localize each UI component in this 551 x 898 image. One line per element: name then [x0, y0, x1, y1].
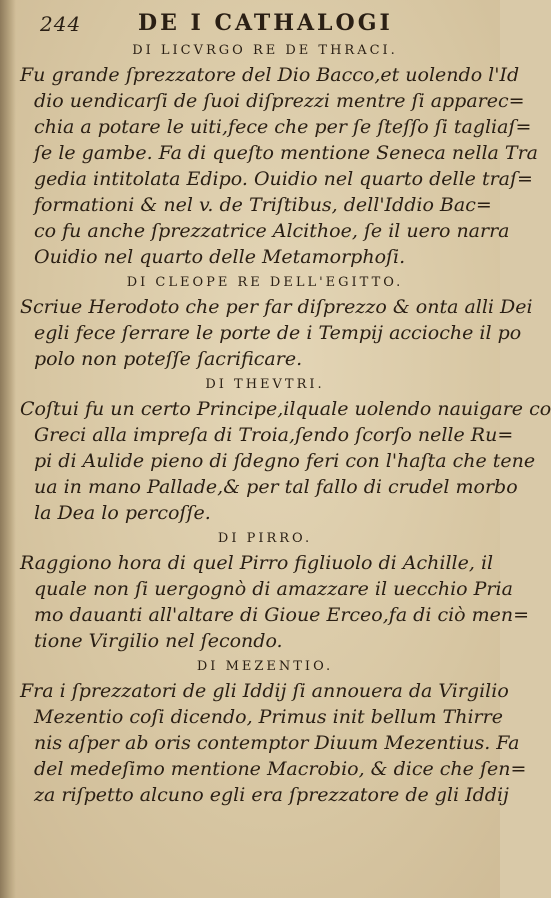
text-line: egli fece ſerrare le porte de i Tempij accioche il po — [34, 322, 522, 344]
text-line: Fu grande ſprezzatore del Dio Bacco,et uolendo l'Id — [20, 64, 520, 86]
text-line: Raggiono hora di quel Pirro figliuolo di Achille, il — [20, 552, 494, 574]
text-line: Fra i ſprezzatori de gli Iddij ſi annouera da Virgilio — [20, 680, 509, 702]
text-line: co fu anche ſprezzatrice Alcithoe, ſe il uero narra — [34, 220, 510, 242]
section-heading: DI PIRRO. — [217, 531, 313, 546]
text-line: mo dauanti all'altare di Gioue Erceo,fa di ciò men= — [34, 604, 530, 626]
text-line: del medeſimo mentione Macrobio, & dice che ſen= — [34, 758, 527, 780]
text-line: za riſpetto alcuno egli era ſprezzatore de gli Iddij — [34, 784, 509, 806]
page-gutter-shadow — [0, 0, 16, 898]
text-line: quale non ſi uergognò di amazzare il uecchio Pria — [34, 578, 513, 600]
text-line: la Dea lo percoſſe. — [34, 502, 211, 524]
text-line: tione Virgilio nel ſecondo. — [34, 630, 283, 652]
section-theutri — [20, 374, 551, 526]
text-body — [20, 40, 551, 808]
text-line: gedia intitolata Edipo. Ouidio nel quarto delle traſ= — [34, 168, 533, 190]
text-line: ſe le gambe. Fa di queſto mentione Seneca nella Tra — [34, 142, 539, 164]
text-line: dio uendicarſi de ſuoi diſprezzi mentre ſi apparec= — [34, 90, 525, 112]
text-line: Coſtui fu un certo Principe,ilquale uolendo nauigare co — [20, 398, 551, 420]
text-line: Mezentio coſi dicendo, Primus init bellum Thirre — [34, 706, 503, 728]
page-number: 244 — [40, 12, 82, 36]
running-title: DE I CATHALOGI — [138, 10, 393, 36]
running-head — [40, 8, 480, 42]
section-licurgo — [20, 40, 539, 270]
text-line: nis aſper ab oris contemptor Diuum Mezentius. Fa — [34, 732, 520, 754]
section-heading: DI THEVTRI. — [205, 377, 325, 392]
text-line: Greci alla impreſa di Troia,ſendo ſcorſo nelle Ru= — [34, 424, 514, 446]
section-heading: DI CLEOPE RE DELL'EGITTO. — [126, 275, 404, 290]
section-cleope — [20, 272, 533, 372]
text-line: pi di Aulide pieno di ſdegno feri con l'haſta che tene — [34, 450, 536, 472]
text-line: formationi & nel v. de Triſtibus, dell'Iddio Bac= — [34, 194, 492, 216]
text-line: chia a potare le uiti,fece che per ſe ſteſſo ſi tagliaſ= — [34, 116, 532, 138]
text-line: ua in mano Pallade,& per tal fallo di crudel morbo — [34, 476, 518, 498]
text-line: Scriue Herodoto che per far diſprezzo & onta alli Dei — [20, 296, 533, 318]
section-mezentio — [20, 656, 527, 808]
section-heading: DI LICVRGO RE DE THRACI. — [132, 43, 398, 58]
section-heading: DI MEZENTIO. — [196, 659, 334, 674]
text-line: Ouidio nel quarto delle Metamorphoſi. — [34, 246, 406, 268]
text-line: polo non poteſſe ſacrificare. — [34, 348, 303, 370]
section-pirro — [20, 528, 530, 654]
